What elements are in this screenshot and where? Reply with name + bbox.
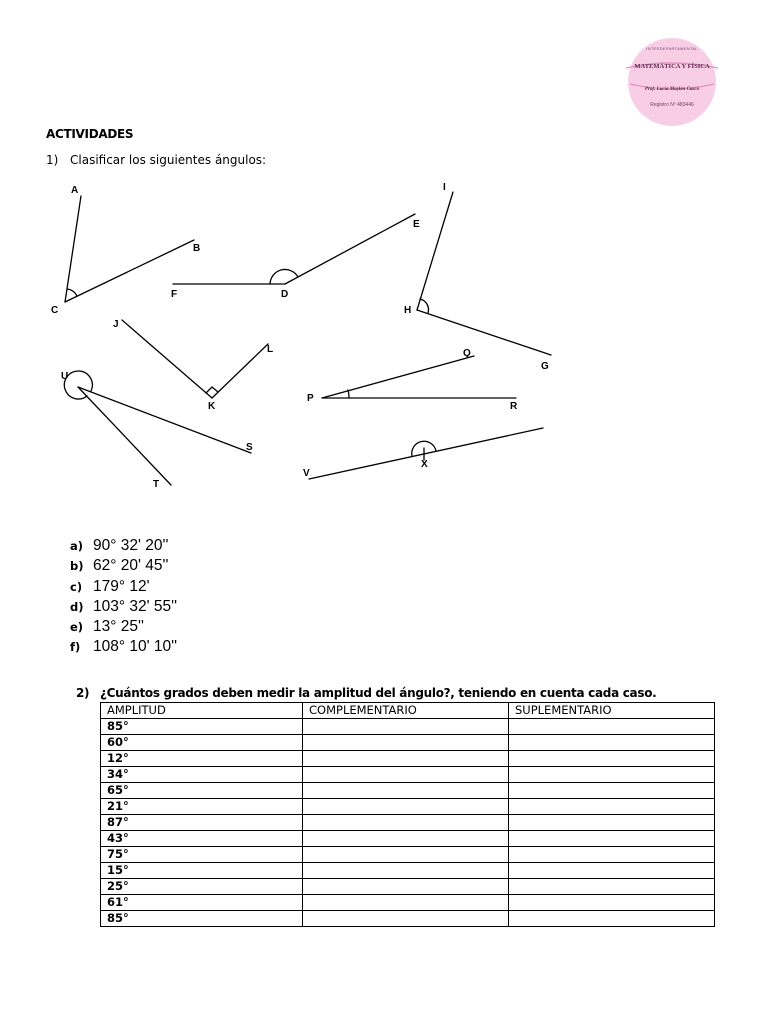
table-row	[101, 783, 715, 799]
option-item	[70, 598, 177, 618]
column-header-amplitud: AMPLITUD	[101, 703, 303, 719]
amplitude-cell: 65°	[101, 783, 303, 799]
complementary-answer-cell[interactable]	[303, 895, 509, 911]
question-2	[76, 686, 656, 700]
point-label: S	[246, 442, 253, 453]
angles-table	[100, 702, 715, 927]
table-row	[101, 767, 715, 783]
complementary-answer-cell[interactable]	[303, 911, 509, 927]
option-item	[70, 557, 177, 577]
point-label: R	[510, 401, 518, 412]
logo-title: MATEMÁTICA Y FÍSICA	[634, 63, 710, 70]
point-label: F	[171, 289, 178, 300]
logo	[622, 38, 722, 126]
option-label: d)	[70, 599, 84, 614]
question-1-text: Clasificar los siguientes ángulos:	[70, 153, 267, 167]
table-row	[101, 831, 715, 847]
point-label: T	[153, 479, 160, 490]
table-header-row	[101, 703, 715, 719]
point-label: I	[443, 182, 446, 193]
option-item	[70, 638, 177, 658]
angle-qpr	[322, 356, 516, 398]
option-label: b)	[70, 559, 84, 574]
amplitude-cell: 43°	[101, 831, 303, 847]
amplitude-cell: 75°	[101, 847, 303, 863]
supplementary-answer-cell[interactable]	[509, 815, 715, 831]
angle-fde	[173, 214, 415, 284]
point-label: Q	[463, 348, 471, 359]
amplitude-cell: 60°	[101, 735, 303, 751]
amplitude-cell: 12°	[101, 751, 303, 767]
angles-figure	[0, 175, 768, 505]
options-list	[70, 537, 177, 659]
page-title: ACTIVIDADES	[46, 127, 134, 141]
amplitude-cell: 25°	[101, 879, 303, 895]
option-value: 103° 32' 55''	[93, 597, 178, 615]
supplementary-answer-cell[interactable]	[509, 831, 715, 847]
option-value: 179° 12'	[93, 577, 150, 595]
supplementary-answer-cell[interactable]	[509, 895, 715, 911]
option-item	[70, 618, 177, 638]
table-row	[101, 735, 715, 751]
supplementary-answer-cell[interactable]	[509, 847, 715, 863]
point-label: G	[541, 361, 549, 372]
supplementary-answer-cell[interactable]	[509, 799, 715, 815]
logo-swoosh	[622, 38, 722, 126]
point-label: K	[208, 401, 216, 412]
option-value: 108° 10' 10''	[93, 638, 178, 656]
complementary-answer-cell[interactable]	[303, 767, 509, 783]
table-row	[101, 911, 715, 927]
logo-top-text: INTERDEPARTAMENTAL	[646, 46, 698, 51]
question-2-text: ¿Cuántos grados deben medir la amplitud del ángulo?, teniendo en cuenta cada caso.	[100, 686, 657, 700]
logo-registry: Registro Nº 483446	[650, 102, 694, 108]
option-value: 62° 20' 45''	[93, 557, 169, 575]
point-label: E	[413, 219, 420, 230]
point-label: V	[303, 468, 310, 479]
table-row	[101, 879, 715, 895]
question-1	[46, 153, 266, 167]
option-label: c)	[70, 579, 83, 594]
point-label: U	[61, 371, 69, 382]
complementary-answer-cell[interactable]	[303, 847, 509, 863]
point-label: A	[71, 185, 79, 196]
table-row	[101, 719, 715, 735]
supplementary-answer-cell[interactable]	[509, 735, 715, 751]
option-label: f)	[70, 640, 81, 655]
supplementary-answer-cell[interactable]	[509, 719, 715, 735]
point-label: J	[113, 319, 119, 330]
option-item	[70, 537, 177, 557]
supplementary-answer-cell[interactable]	[509, 879, 715, 895]
table-row	[101, 799, 715, 815]
complementary-answer-cell[interactable]	[303, 783, 509, 799]
angle-acb	[65, 196, 194, 302]
point-label: B	[193, 243, 201, 254]
complementary-answer-cell[interactable]	[303, 735, 509, 751]
angle-vx	[309, 428, 543, 479]
complementary-answer-cell[interactable]	[303, 831, 509, 847]
table-row	[101, 815, 715, 831]
option-item	[70, 578, 177, 598]
supplementary-answer-cell[interactable]	[509, 863, 715, 879]
amplitude-cell: 21°	[101, 799, 303, 815]
option-value: 90° 32' 20''	[93, 537, 169, 554]
amplitude-cell: 34°	[101, 767, 303, 783]
supplementary-answer-cell[interactable]	[509, 783, 715, 799]
complementary-answer-cell[interactable]	[303, 751, 509, 767]
angle-jkl	[122, 320, 268, 398]
point-label: C	[51, 305, 59, 316]
angle-ihg	[417, 192, 551, 355]
table-row	[101, 751, 715, 767]
amplitude-cell: 85°	[101, 911, 303, 927]
amplitude-cell: 87°	[101, 815, 303, 831]
supplementary-answer-cell[interactable]	[509, 751, 715, 767]
option-value: 13° 25''	[93, 618, 144, 636]
complementary-answer-cell[interactable]	[303, 863, 509, 879]
supplementary-answer-cell[interactable]	[509, 767, 715, 783]
question-1-number: 1)	[46, 153, 59, 167]
option-label: a)	[70, 539, 84, 553]
table-row	[101, 895, 715, 911]
point-label: H	[404, 305, 412, 316]
complementary-answer-cell[interactable]	[303, 879, 509, 895]
complementary-answer-cell[interactable]	[303, 815, 509, 831]
point-label: D	[281, 289, 289, 300]
column-header-complementario: COMPLEMENTARIO	[303, 703, 509, 719]
amplitude-cell: 15°	[101, 863, 303, 879]
complementary-answer-cell[interactable]	[303, 799, 509, 815]
point-label: X	[421, 459, 428, 470]
logo-teacher-name: Prof. Lucía Maylén Casco	[644, 87, 700, 92]
column-header-suplementario: SUPLEMENTARIO	[509, 703, 715, 719]
option-label: e)	[70, 620, 84, 635]
question-2-number: 2)	[76, 686, 90, 700]
amplitude-cell: 61°	[101, 895, 303, 911]
table-row	[101, 863, 715, 879]
table-row	[101, 847, 715, 863]
amplitude-cell: 85°	[101, 719, 303, 735]
complementary-answer-cell[interactable]	[303, 719, 509, 735]
supplementary-answer-cell[interactable]	[509, 911, 715, 927]
point-label: L	[267, 344, 274, 355]
point-label: P	[307, 393, 314, 404]
